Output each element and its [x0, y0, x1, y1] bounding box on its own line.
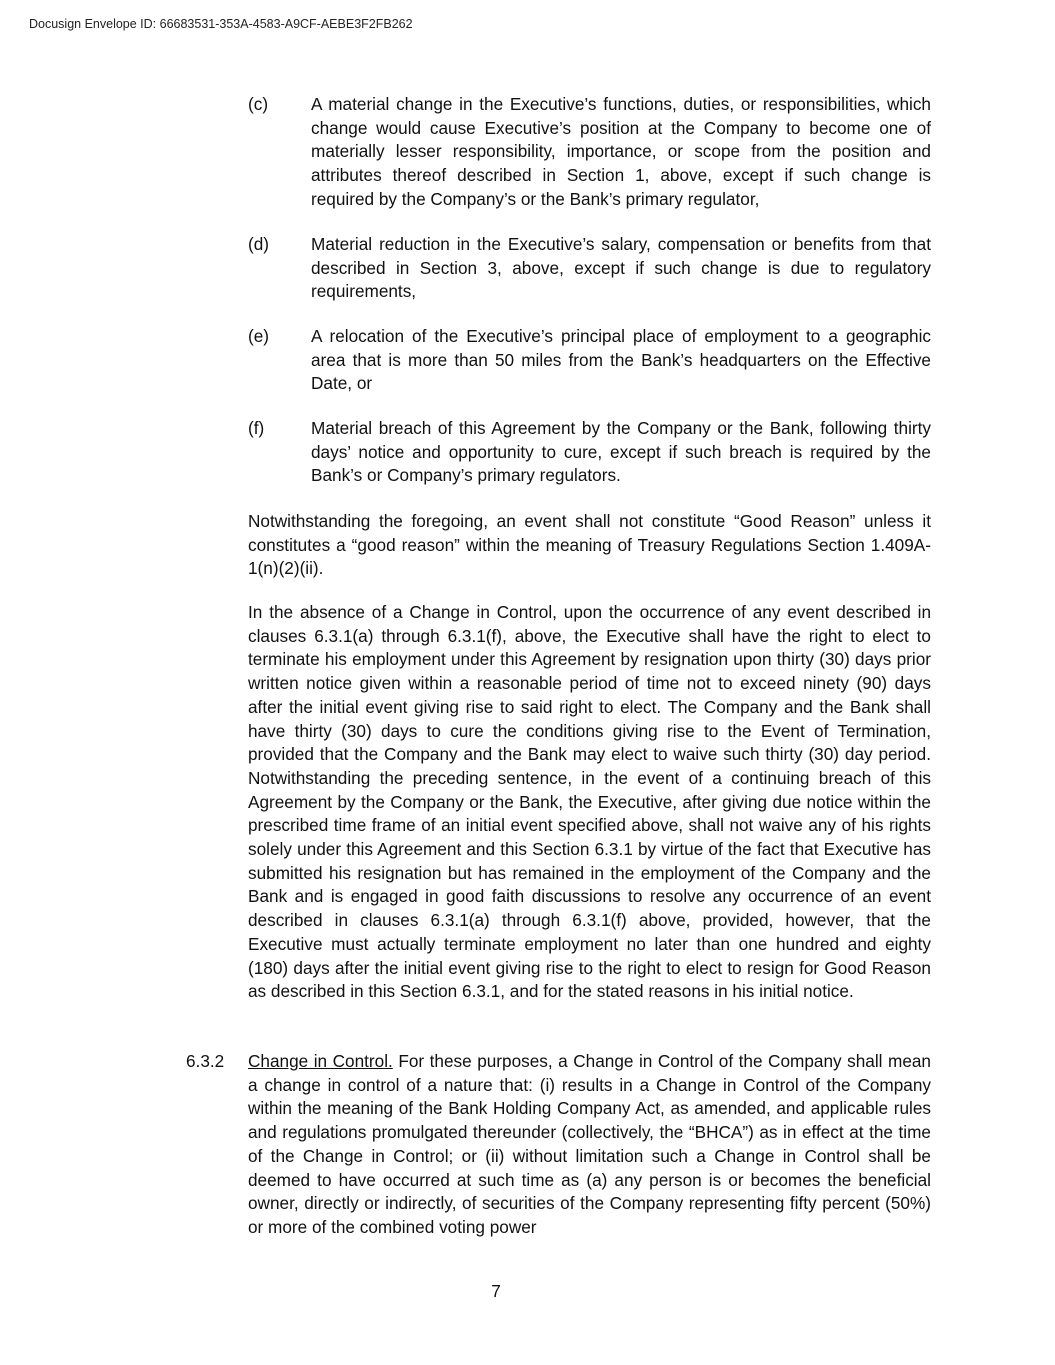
page-number: 7 — [491, 1281, 501, 1301]
section-6-3-2-paragraph — [248, 1050, 931, 1240]
section-number-6-3-2: 6.3.2 — [186, 1051, 225, 1071]
item-text-e: A relocation of the Executive’s principal place of employment to a geographic area that is more than 50 miles from the Bank’s headquarters on the Effective Date, or — [311, 326, 931, 394]
item-label-c: (c) — [248, 94, 269, 114]
absence-paragraph: In the absence of a Change in Control, upon the occurrence of any event described in clauses 6.3.1(a) through 6.3.1(f), above, the Executive shall have the right to elect to terminate his employment under this Agreement by resignation upon thirty (30) days prior written notice given within a reasonable period of time not to exceed ninety (90) days after the initial event giving rise to said right to elect. The Company and the Bank shall have thirty (30) days to cure the conditions giving rise to the Event of Termination, provided that the Company and the Bank may elect to waive such thirty (30) day period. Notwithstanding the preceding sentence, in the event of a continuing breach of this Agreement by the Company or the Bank, the Executive, after giving due notice within the prescribed time frame of an initial event specified above, shall not waive any of his rights solely under this Agreement and this Section 6.3.1 by virtue of the fact that Executive has submitted his resignation but has remained in the employment of the Company and the Bank and is engaged in good faith discussions to resolve any occurrence of an event described in clauses 6.3.1(a) through 6.3.1(f) above, provided, however, that the Executive must actually terminate employment no later than one hundred and eighty (180) days after the initial event giving rise to the right to elect to resign for Good Reason as described in this Section 6.3.1, and for the stated reasons in his initial notice. — [248, 602, 931, 1002]
item-label-d: (d) — [248, 234, 270, 254]
section-heading-change-in-control: Change in Control. — [248, 1051, 393, 1071]
item-text-f: Material breach of this Agreement by the Company or the Bank, following thirty days’ notice and opportunity to cure, except if such breach is required by the Bank’s or Company’s primary regulators. — [311, 418, 931, 486]
item-text-c: A material change in the Executive’s functions, duties, or responsibilities, which change would cause Executive’s position at the Company to become one of materially lesser responsibility, importance, or scope from the position and attributes thereof described in Section 1, above, except if such change is required by the Company’s or the Bank’s primary regulator, — [311, 94, 931, 209]
section-6-3-2-text: For these purposes, a Change in Control of the Company shall mean a change in control of a nature that: (i) results in a Change in Control of the Company within the meaning of the Bank Holding Company Act, as amended, and applicable rules and regulations promulgated thereunder (collectively, the “BHCA”) as in effect at the time of the Change in Control; or (ii) without limitation such a Change in Control shall be deemed to have occurred at such time as (a) any person is or becomes the beneficial owner, directly or indirectly, of securities of the Company representing fifty percent (50%) or more of the combined voting power — [248, 1051, 931, 1237]
envelope-id: Docusign Envelope ID: 66683531-353A-4583-A9CF-AEBE3F2FB262 — [29, 17, 413, 31]
item-label-e: (e) — [248, 326, 270, 346]
item-text-d: Material reduction in the Executive’s salary, compensation or benefits from that described in Section 3, above, except if such change is due to regulatory requirements, — [311, 234, 931, 302]
item-label-f: (f) — [248, 418, 265, 438]
good-reason-paragraph: Notwithstanding the foregoing, an event shall not constitute “Good Reason” unless it constitutes a “good reason” within the meaning of Treasury Regulations Section 1.409A-1(n)(2)(ii). — [248, 511, 931, 579]
